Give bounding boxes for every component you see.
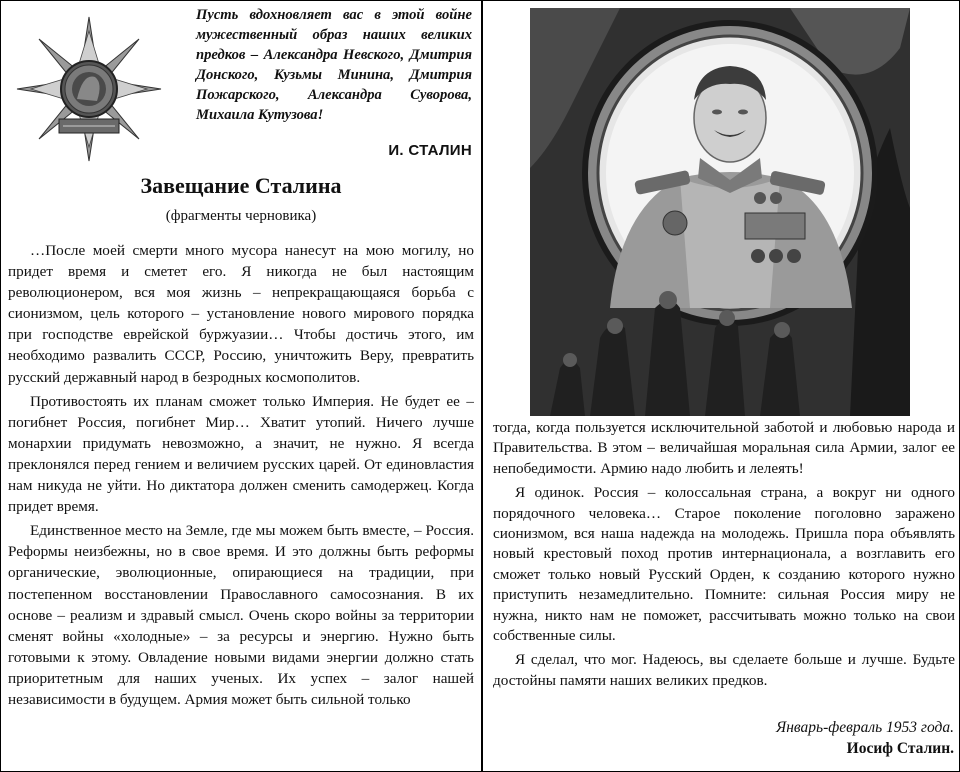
article-body-right <box>493 418 955 691</box>
column-divider <box>481 0 483 772</box>
paragraph: Я сделал, что мог. Надеюсь, вы сделаете больше и лучше. Будьте достойны памяти наших великих предков. <box>493 651 955 689</box>
article-title: Завещание Сталина <box>140 173 342 198</box>
closing-date: Январь-февраль 1953 года. <box>776 719 954 736</box>
paragraph: …После моей смерти много мусора нанесут на мою могилу, но придет время и сметет его. Я никогда не был настоящим революционером, вся моя жизнь – непрекращающаяся борьба с сионизмом, цель которого – установление нового мирового порядка при господстве еврейской буржуазии… Чтобы достичь этого, им необходимо развалить СССР, Россию, уничтожить Веру, превратить русский державный народ в безродных космополитов. <box>8 242 474 386</box>
article-body-left <box>8 240 474 772</box>
portrait-icon <box>530 8 910 416</box>
star-order-icon <box>14 14 164 164</box>
paragraph: тогда, когда пользуется исключительной заботой и любовью народа и Правительства. В этом – величайшая моральная сила Армии, залог ее непобедимости. Армию надо любить и лелеять! <box>493 419 955 477</box>
epigraph-quote: Пусть вдохновляет вас в этой войне мужественный образ наших великих предков – Александра Невского, Дмитрия Донского, Кузьмы Минина, Дмитрия Пожарского, Александра Суворова, Михаила Кутузова! <box>196 7 472 123</box>
paragraph: Я одинок. Россия – колоссальная страна, а вокруг ни одного порядочного человека… Старое поколение поголовно заражено сионизмом, вся наша надежда на молодежь. Пришла пора объявлять новый крестовый поход против интернационала, а возглавить его сможет только новый Русский Орден, к созданию которого нужно приступить незамедлительно. Помните: сильная Россия миру не нужна, никто нам не поможет, рассчитывать можно только на свои собственные силы. <box>493 484 955 645</box>
epigraph-signature: И. СТАЛИН <box>388 142 472 159</box>
paragraph: Противостоять их планам сможет только Империя. Не будет ее – погибнет Россия, погибнет Мир… Хватит утопий. Ничего лучше монархии придумать невозможно, а значит, не нужно. Я всегда преклонялся перед гением и величием русских царей. От единовластия нам никуда не уйти. Но диктатора должен сменить самодержец. Когда придет время. <box>8 392 474 516</box>
paragraph: Единственное место на Земле, где мы можем быть вместе, – Россия. Реформы неизбежны, но в свое время. И это должны быть реформы органические, эволюционные, опирающиеся на традиции, при постепенном восстановлении Православного самосознания. В их основе – реализм и здравый смысл. Очень скоро войны за территории сменят войны «холодные» – за ресурсы и энергию. Нужно быть готовыми к этому. Овладение новыми видами энергии должно стать приоритетным для наших ученых. Их успех – залог нашей независимости в будущем. Армия может быть сильной только <box>8 522 474 708</box>
article-subtitle: (фрагменты черновика) <box>165 208 317 224</box>
closing-signature: Иосиф Сталин. <box>846 740 954 757</box>
